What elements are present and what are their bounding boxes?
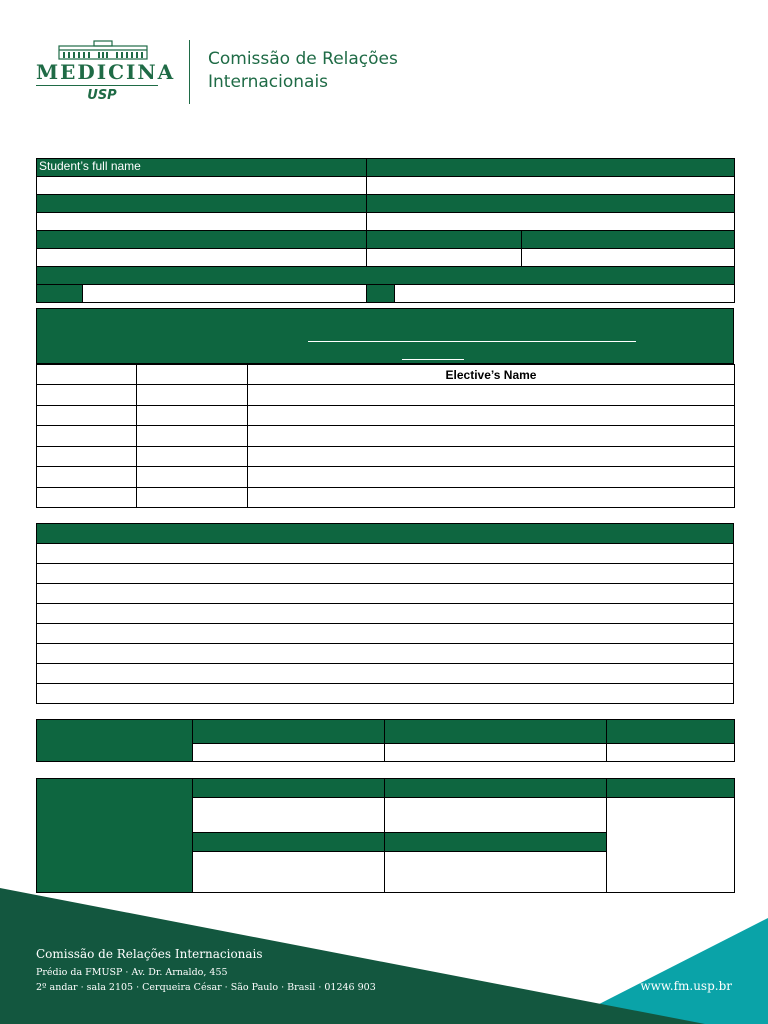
- table-cell[interactable]: [137, 467, 248, 488]
- table-cell[interactable]: [37, 405, 137, 426]
- notes-line[interactable]: [37, 604, 734, 624]
- footer-org: Comissão de Relações Internacionais: [36, 947, 263, 961]
- table-cell[interactable]: [248, 385, 735, 406]
- electives-col-1-header: [37, 365, 137, 385]
- form-field[interactable]: [385, 744, 607, 762]
- form-field[interactable]: [193, 744, 385, 762]
- table-cell[interactable]: [37, 446, 137, 467]
- notes-table: [36, 523, 734, 704]
- table-cell[interactable]: [37, 426, 137, 447]
- header-title-line1: Comissão de Relações: [208, 49, 398, 69]
- table-cell[interactable]: [37, 385, 137, 406]
- table-cell[interactable]: [248, 426, 735, 447]
- header-cell: [607, 779, 735, 798]
- notes-line[interactable]: [37, 664, 734, 684]
- table-cell[interactable]: [137, 405, 248, 426]
- student-name-label: Student’s full name: [37, 159, 367, 177]
- header-cell: [607, 720, 735, 744]
- notes-line[interactable]: [37, 544, 734, 564]
- header-cell: [385, 779, 607, 798]
- header-cell: [367, 159, 735, 177]
- form-field[interactable]: [385, 798, 607, 833]
- header-cell: [367, 285, 395, 303]
- medicina-building-logo-icon: [58, 40, 148, 60]
- form-field[interactable]: [83, 285, 367, 303]
- header-divider: [189, 40, 190, 104]
- declaration-blank-line[interactable]: [402, 359, 464, 360]
- table-cell[interactable]: [137, 385, 248, 406]
- table-cell[interactable]: [248, 467, 735, 488]
- header-cell: [37, 779, 193, 893]
- student-name-field[interactable]: [37, 177, 367, 195]
- student-info-table: [36, 158, 735, 303]
- table-cell[interactable]: [248, 405, 735, 426]
- header-cell: [193, 720, 385, 744]
- notes-line[interactable]: [37, 564, 734, 584]
- form-field[interactable]: [607, 798, 735, 893]
- header-cell: [522, 231, 735, 249]
- logo-rule: [36, 85, 158, 86]
- form-field[interactable]: [367, 249, 522, 267]
- form-field[interactable]: [37, 213, 367, 231]
- header-cell: [193, 833, 385, 852]
- signature-table-1: [36, 719, 735, 762]
- logo-medicina-text: MEDICINA: [36, 60, 176, 84]
- footer-address-2: 2º andar · sala 2105 · Cerqueira César · São Paulo · Brasil · 01246 903: [36, 982, 376, 993]
- header-cell: [37, 720, 193, 762]
- form-field[interactable]: [37, 249, 367, 267]
- signature-table-2: [36, 778, 735, 893]
- header-cell: [385, 720, 607, 744]
- table-cell[interactable]: [37, 467, 137, 488]
- footer-website-link[interactable]: www.fm.usp.br: [640, 979, 732, 993]
- form-field[interactable]: [367, 177, 735, 195]
- header-cell: [385, 833, 607, 852]
- table-cell[interactable]: [248, 487, 735, 508]
- declaration-blank-line[interactable]: [308, 341, 636, 342]
- header-cell: [37, 195, 367, 213]
- table-cell[interactable]: [248, 446, 735, 467]
- table-cell[interactable]: [137, 446, 248, 467]
- form-field[interactable]: [193, 798, 385, 833]
- electives-table: [36, 364, 735, 508]
- header-cell: [37, 231, 367, 249]
- declaration-band: [36, 308, 734, 364]
- table-cell[interactable]: [137, 487, 248, 508]
- table-cell[interactable]: [37, 487, 137, 508]
- footer-address-1: Prédio da FMUSP · Av. Dr. Arnaldo, 455: [36, 967, 228, 978]
- header-cell: [367, 231, 522, 249]
- form-field[interactable]: [367, 213, 735, 231]
- table-cell[interactable]: [137, 426, 248, 447]
- notes-line[interactable]: [37, 684, 734, 704]
- form-field[interactable]: [607, 744, 735, 762]
- header-cell: [37, 267, 735, 285]
- header-title: [208, 48, 398, 94]
- logo-usp-text: USP: [87, 88, 117, 103]
- header-cell: [37, 524, 734, 544]
- header-cell: [193, 779, 385, 798]
- header-title-line2: Internacionais: [208, 72, 329, 92]
- electives-name-header: Elective’s Name: [248, 365, 735, 385]
- notes-line[interactable]: [37, 584, 734, 604]
- notes-line[interactable]: [37, 624, 734, 644]
- header-cell: [37, 285, 83, 303]
- header-cell: [367, 195, 735, 213]
- form-field[interactable]: [395, 285, 735, 303]
- electives-col-2-header: [137, 365, 248, 385]
- form-field[interactable]: [522, 249, 735, 267]
- notes-line[interactable]: [37, 644, 734, 664]
